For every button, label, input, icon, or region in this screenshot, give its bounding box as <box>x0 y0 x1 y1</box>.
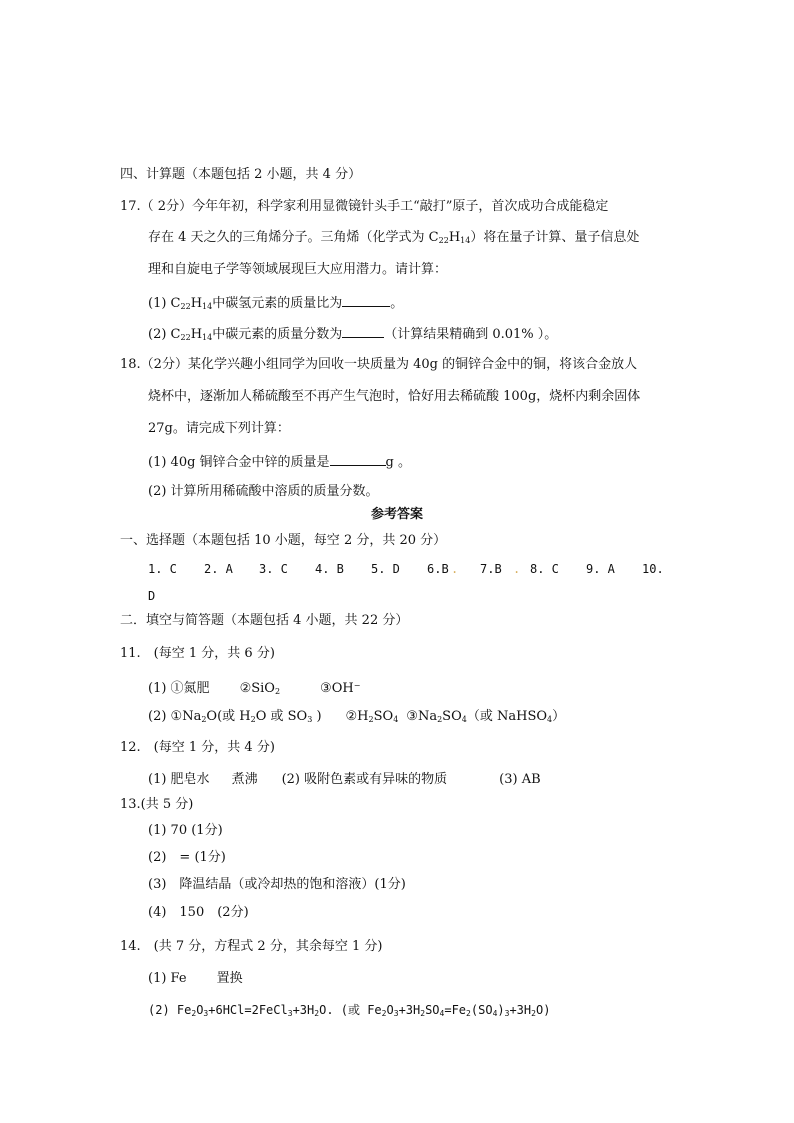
choice-answer: 10. <box>642 562 664 576</box>
choice-answer: 9. A <box>586 562 615 576</box>
choice-answer: 4. B <box>315 562 344 576</box>
q13-line2: (2) = (1分) <box>148 850 226 865</box>
q17-line1: 17.（ 2分）今年年初，科学家利用显微镜针头手工“敲打”原子，首次成功合成能稳定 <box>120 199 609 214</box>
q18-part1: (1) 40g 铜锌合金中锌的质量是 g 。 <box>148 455 412 470</box>
answers-section2-title: 二．填空与简答题（本题包括 4 小题，共 22 分） <box>120 613 409 628</box>
q18-part2: (2) 计算所用稀硫酸中溶质的质量分数。 <box>148 484 379 499</box>
q14-line1: (1) Fe 置换 <box>148 971 243 986</box>
q13-line4: (4) 150 (2分) <box>148 905 249 920</box>
q17-line2: 存在 4 天之久的三角烯分子。三角烯（化学式为 $C_{22}H_{14}$）将在量子计算、量子信息处 <box>148 230 640 245</box>
answer-blank <box>342 325 384 338</box>
choice-answer: 7.B <box>480 562 502 576</box>
choice-answer: 2. A <box>204 562 233 576</box>
q17-line3: 理和自旋电子学等领域展现巨大应用潜力。请计算： <box>148 262 448 277</box>
q13-head: 13.(共 5 分) <box>120 797 194 812</box>
choice-answer: 6.B <box>427 562 449 576</box>
q14-head: 14. (共 7 分，方程式 2 分，其余每空 1 分) <box>120 939 383 954</box>
choice-answer: 5. D <box>371 562 400 576</box>
q14-line2: (2) $Fe_2O_3+6HCl=2FeCl_3+3H_2O$. (或 $Fe_2O_3+3H_2SO_4=Fe_2(SO_4)_3+3H_2O$) <box>148 1003 551 1018</box>
q11-head: 11. (每空 1 分，共 6 分) <box>120 646 275 661</box>
stray-dot: . <box>451 562 459 576</box>
q18-line3: 27g。请完成下列计算： <box>148 421 290 436</box>
q11-line1: (1) ①氮肥 ②SiO$_2$ ③OH− <box>148 681 361 696</box>
q13-line3: (3) 降温结晶（或冷却热的饱和溶液）(1分) <box>148 877 406 892</box>
choice-answer: 8. C <box>530 562 559 576</box>
q17-part2: (2) $C_{22}H_{14}$中碳元素的质量分数为 （计算结果精确到 0.01% ）。 <box>148 327 558 342</box>
q12-head: 12. (每空 1 分，共 4 分) <box>120 740 275 755</box>
q17-part1: (1) $C_{22}H_{14}$中碳氢元素的质量比为 。 <box>148 296 404 311</box>
answers-section1-title: 一、选择题（本题包括 10 小题，每空 2 分，共 20 分） <box>120 533 447 548</box>
answers-title: 参考答案 <box>370 507 423 522</box>
section-4-title: 四、计算题（本题包括 2 小题，共 4 分） <box>120 167 362 182</box>
stray-dot: . <box>513 562 521 576</box>
q12-line1: (1) 肥皂水 煮沸 (2) 吸附色素或有异味的物质 (3) AB <box>148 772 541 787</box>
answer-blank <box>330 453 386 466</box>
q18-line1: 18.（2分）某化学兴趣小组同学为回收一块质量为 40g 的铜锌合金中的铜，将该合金放人 <box>120 357 638 372</box>
q18-line2: 烧杯中，逐渐加人稀硫酸至不再产生气泡时，恰好用去稀硫酸 100g，烧杯内剩余固体 <box>148 389 641 404</box>
q13-line1: (1) 70 (1分) <box>148 823 223 838</box>
q11-line2: (2) $①Na_2O$(或 $H_2O$ 或 $SO_3$ ) $②H_2SO_4$ $③Na_2SO_4$（或 NaHSO$_4$） <box>148 709 566 724</box>
choice-answer: 3. C <box>259 562 288 576</box>
choice-answer: 1. C <box>148 562 177 576</box>
answer-blank <box>342 294 390 307</box>
choice-answer-10: D <box>148 589 156 603</box>
